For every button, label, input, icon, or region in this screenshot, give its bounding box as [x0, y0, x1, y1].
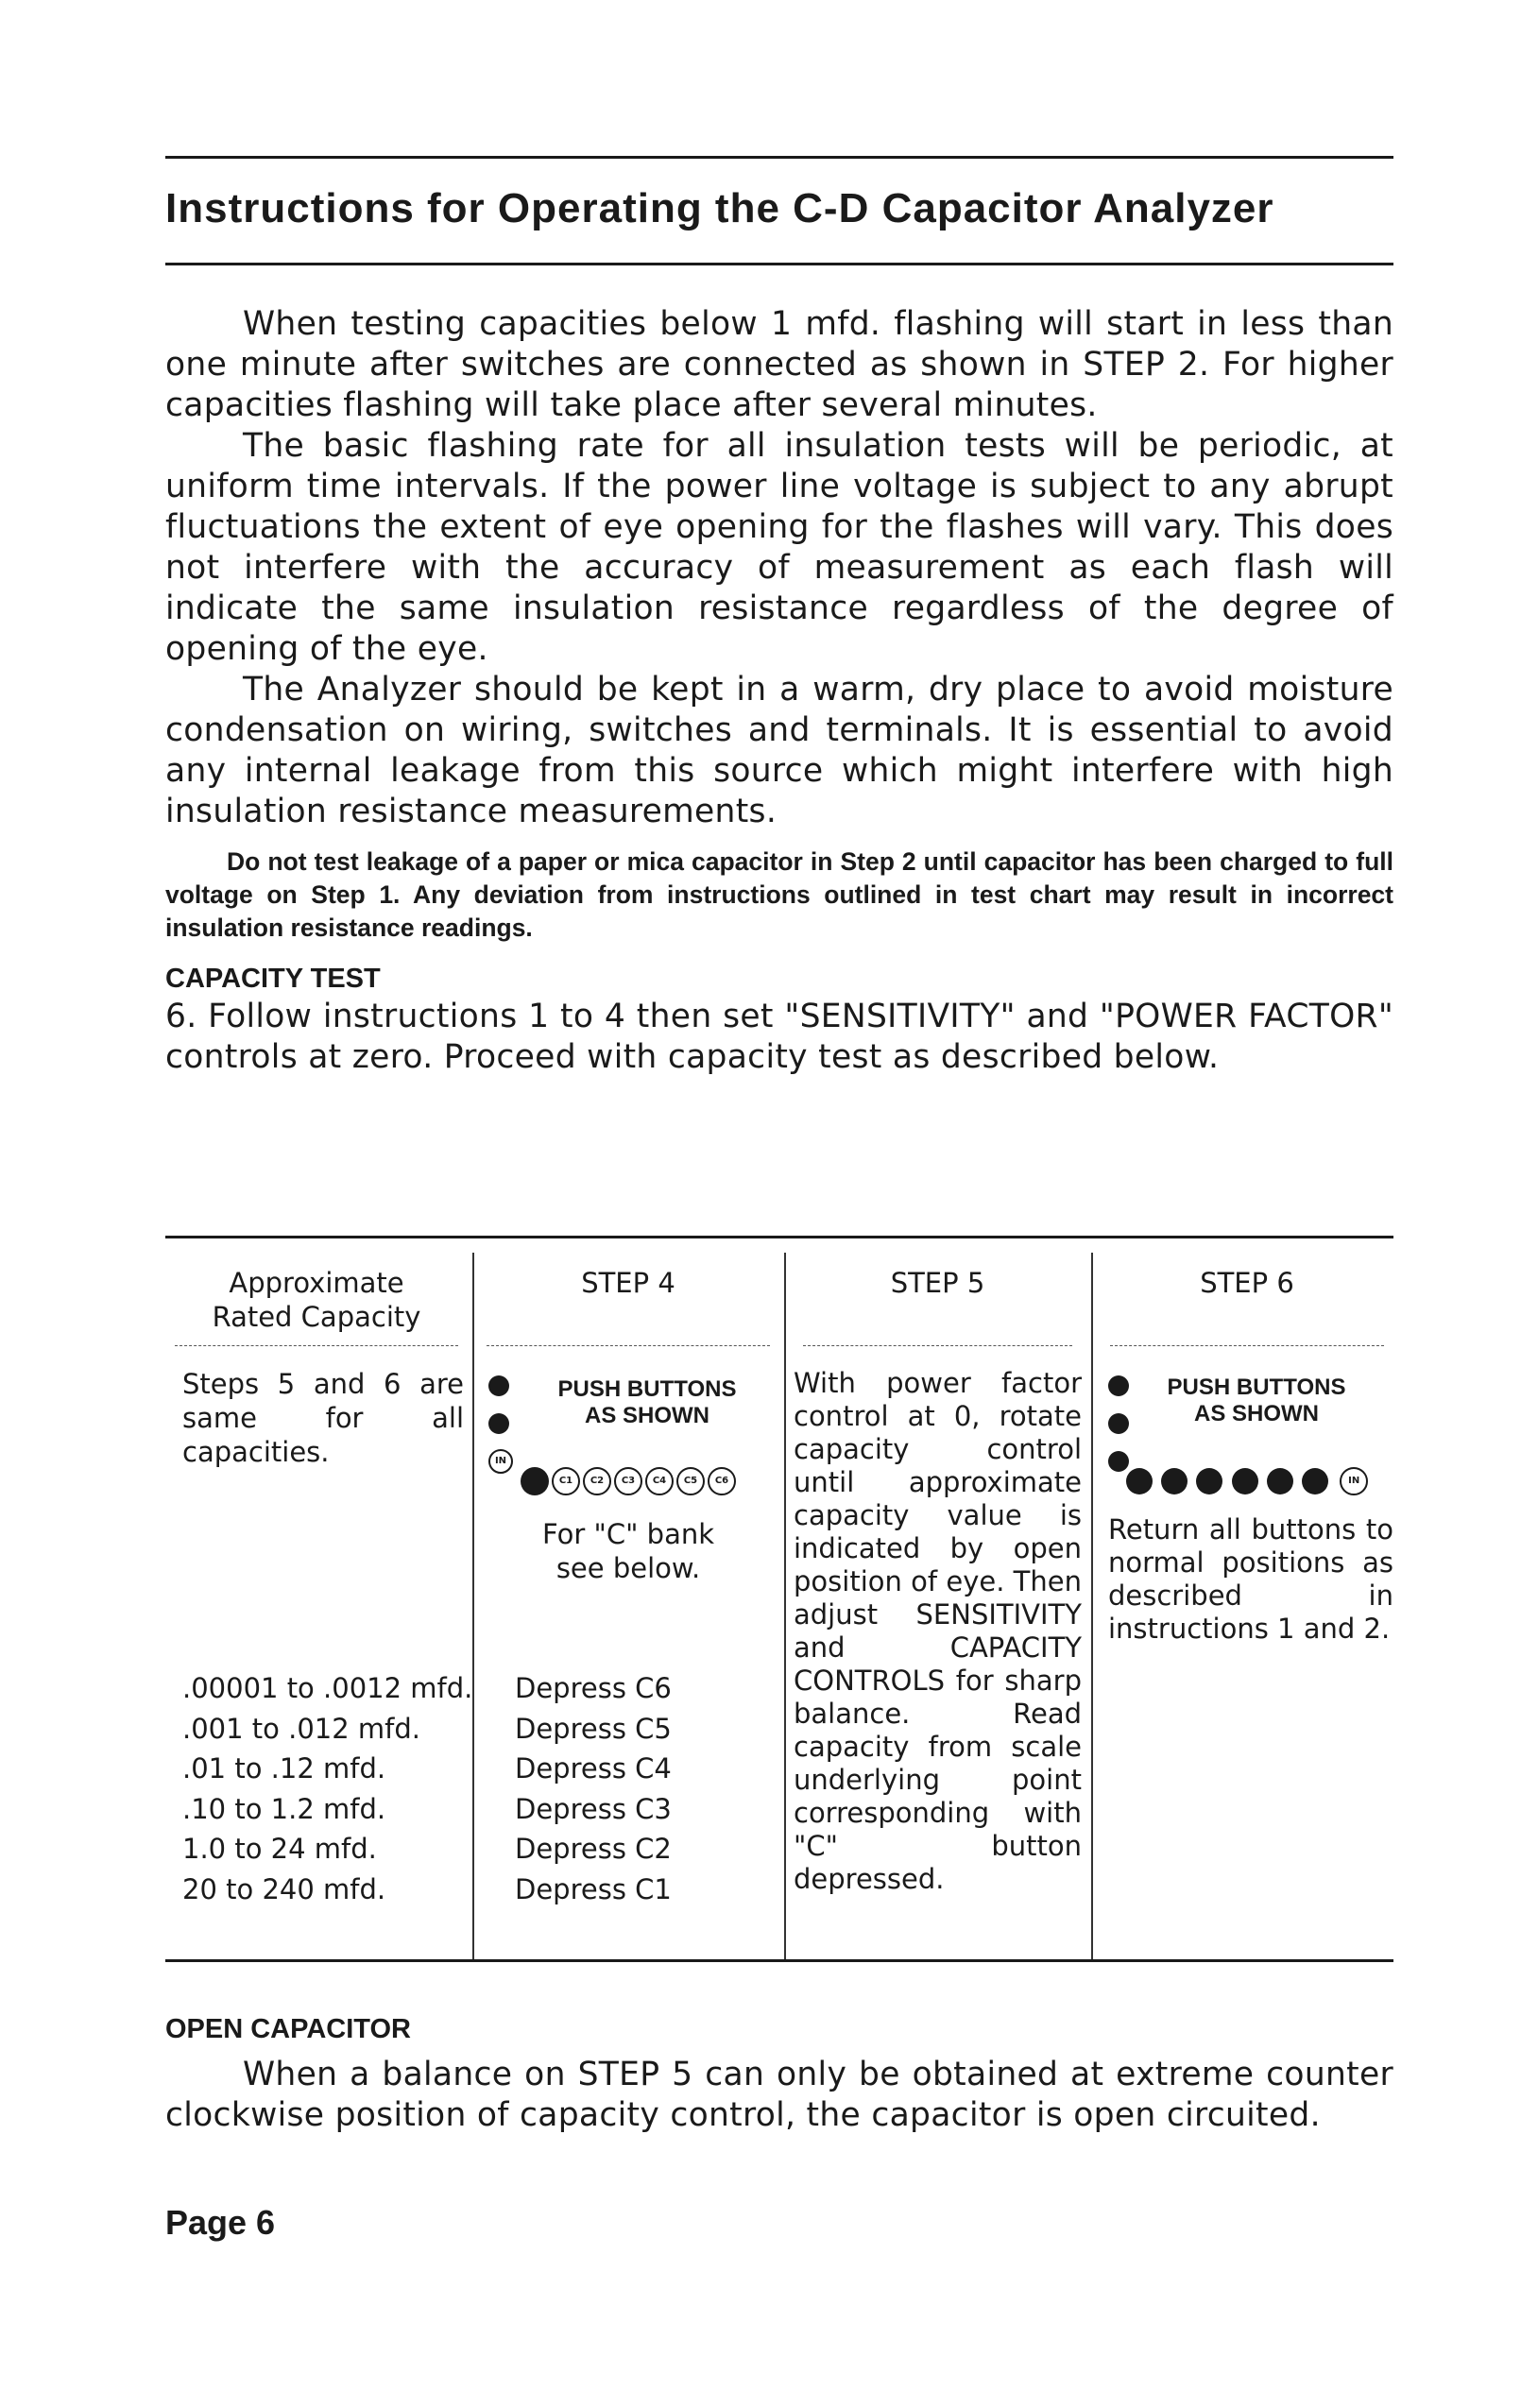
step6-column — [1101, 1266, 1393, 1646]
step5-instructions: With power factor control at 0, rotate capacity control until approximate capacity value is indicated by open position of eye. Then adjust SENSITIVITY and CAPACITY CONTROLS for sharp balance. Read capacity from scale underlying point corresponding with "C" button depressed. — [794, 1367, 1082, 1895]
action-row: Depress C3 — [515, 1792, 672, 1825]
paragraph-flashing-rate: The basic flashing rate for all insulation tests will be periodic, at uniform time intervals. If the power line voltage is subject to any abrupt fluctuations the extent of eye opening for the flashes will vary. This does not interfere with the accuracy of measurement as each flash will indicate the same insulation resistance regardless of the degree of opening of the eye. — [165, 427, 1393, 668]
button-dot-icon — [1108, 1375, 1129, 1396]
step6-button-row — [1101, 1462, 1393, 1496]
push-buttons-label: PUSH BUTTONS — [557, 1376, 737, 1402]
in-button-icon: IN — [1340, 1467, 1368, 1495]
button-dot-icon — [488, 1413, 509, 1434]
capacity-test-heading: CAPACITY TEST — [165, 964, 381, 994]
c1-button-icon: C1 — [552, 1467, 580, 1495]
step5-column — [794, 1266, 1082, 1896]
button-dot-icon — [1108, 1413, 1129, 1434]
button-dot-icon — [1161, 1468, 1188, 1494]
action-row: Depress C1 — [515, 1872, 672, 1905]
header-divider — [487, 1345, 770, 1346]
step5-header: STEP 5 — [890, 1267, 985, 1299]
bank-note-line1: For "C" bank — [541, 1518, 715, 1550]
button-dot-icon — [1126, 1468, 1153, 1494]
action-row: Depress C6 — [515, 1672, 672, 1704]
steps-note: Steps 5 and 6 are same for all capacities. — [182, 1368, 464, 1468]
step6-push-group — [1101, 1367, 1393, 1457]
title-rule — [165, 263, 1393, 265]
column-divider — [1091, 1253, 1093, 1959]
paragraph-flashing-start: When testing capacities below 1 mfd. flashing will start in less than one minute after switches are connected as shown in STEP 2. For higher capacities flashing will take place after several minutes. — [165, 305, 1393, 424]
c5-button-icon: C5 — [676, 1467, 705, 1495]
capacity-ranges — [182, 1668, 472, 1909]
step4-header: STEP 4 — [581, 1267, 675, 1299]
step4-push-group — [477, 1367, 779, 1466]
page-number: Page 6 — [165, 2203, 276, 2242]
intro-section — [165, 304, 1393, 1078]
button-stack — [1108, 1367, 1129, 1477]
paragraph-storage: The Analyzer should be kept in a warm, dry place to avoid moisture condensation on wiring, switches and terminals. It is essential to avoid any internal leakage from this source which might interfere with high insulation resistance measurements. — [165, 671, 1393, 830]
open-capacitor-section — [165, 2014, 1393, 2136]
top-rule — [165, 156, 1393, 159]
table-bottom-rule — [165, 1959, 1393, 1962]
header-divider — [803, 1345, 1072, 1346]
button-dot-icon — [1232, 1468, 1258, 1494]
action-row: Depress C5 — [515, 1712, 672, 1745]
col-header-line1: Approximate — [229, 1267, 404, 1299]
capacity-test-chart — [165, 1236, 1393, 1963]
warning-note: Do not test leakage of a paper or mica capacitor in Step 2 until capacitor has been charged to full voltage on Step 1. Any deviation from instructions outlined in test chart may result in incorrect insulation resistance readings. — [165, 847, 1393, 942]
c3-button-icon: C3 — [614, 1467, 642, 1495]
button-dot-icon — [1302, 1468, 1328, 1494]
range-row: .01 to .12 mfd. — [182, 1752, 386, 1785]
range-row: .00001 to .0012 mfd. — [182, 1672, 473, 1704]
step4-column — [477, 1266, 779, 1905]
button-dot-icon — [488, 1375, 509, 1396]
c-bank-buttons — [477, 1462, 779, 1496]
range-row: .10 to 1.2 mfd. — [182, 1792, 386, 1825]
as-shown-label: AS SHOWN — [1194, 1401, 1319, 1426]
header-divider — [175, 1345, 458, 1346]
open-capacitor-heading: OPEN CAPACITOR — [165, 2014, 411, 2044]
column-divider — [784, 1253, 786, 1959]
button-dot-icon — [1108, 1451, 1129, 1472]
in-button-icon: IN — [488, 1449, 513, 1474]
capacity-test-text: 6. Follow instructions 1 to 4 then set "SENSITIVITY" and "POWER FACTOR" controls at zero. Proceed with capacity test as described below. — [165, 998, 1393, 1076]
button-dot-icon — [1196, 1468, 1222, 1494]
c2-button-icon: C2 — [583, 1467, 611, 1495]
table-top-rule — [165, 1236, 1393, 1238]
button-stack — [488, 1367, 513, 1477]
range-row: 20 to 240 mfd. — [182, 1872, 386, 1905]
step6-instructions: Return all buttons to normal positions as described in instructions 1 and 2. — [1108, 1513, 1393, 1645]
push-buttons-label: PUSH BUTTONS — [1167, 1375, 1346, 1400]
button-dot-icon — [521, 1467, 549, 1495]
step6-header: STEP 6 — [1200, 1267, 1294, 1299]
button-dot-icon — [1267, 1468, 1293, 1494]
as-shown-label: AS SHOWN — [585, 1403, 709, 1428]
header-divider — [1110, 1345, 1384, 1346]
step4-actions — [515, 1668, 672, 1909]
open-capacitor-text: When a balance on STEP 5 can only be obtained at extreme counter clockwise position of capacity control, the capacitor is open circuited. — [165, 2056, 1393, 2134]
c6-button-icon: C6 — [708, 1467, 736, 1495]
range-row: .001 to .012 mfd. — [182, 1712, 420, 1745]
bank-note-line2: see below. — [555, 1552, 701, 1584]
c4-button-icon: C4 — [645, 1467, 674, 1495]
range-row: 1.0 to 24 mfd. — [182, 1833, 377, 1865]
action-row: Depress C2 — [515, 1833, 672, 1865]
rated-capacity-column — [165, 1266, 473, 1905]
col-header-line2: Rated Capacity — [212, 1301, 421, 1333]
page-title: Instructions for Operating the C-D Capacitor Analyzer — [165, 185, 1274, 231]
action-row: Depress C4 — [515, 1752, 672, 1785]
